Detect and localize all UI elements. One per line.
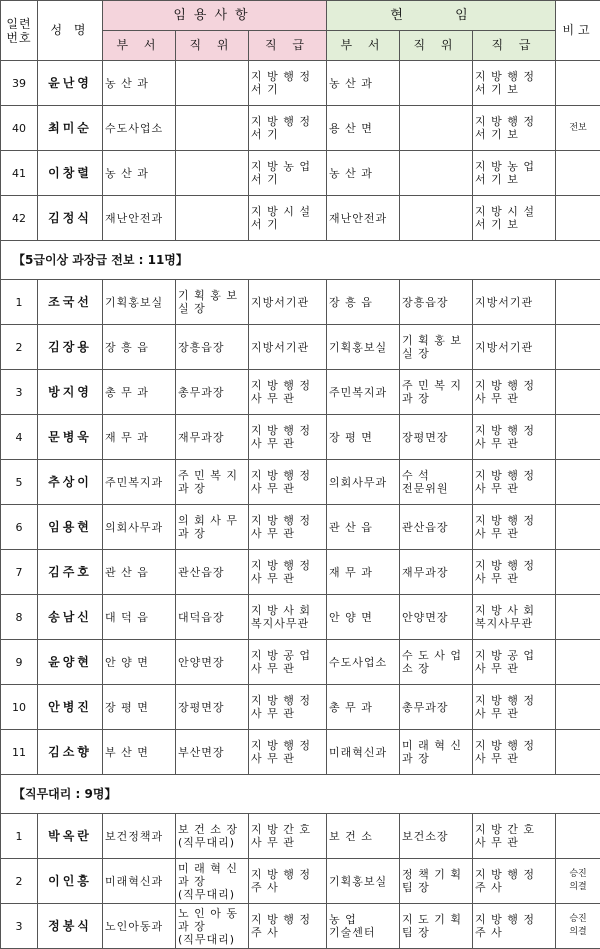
current-grade-cell: 지 방 행 정 사 무 관 xyxy=(473,460,556,505)
current-grade-cell: 지 방 행 정 서 기 보 xyxy=(473,61,556,106)
appoint-position-cell: 주 민 복 지 과 장 xyxy=(176,460,249,505)
serial-no-cell: 2 xyxy=(1,325,38,370)
remark-cell xyxy=(556,370,600,415)
header-c-dept: 부 서 xyxy=(327,31,400,61)
appoint-dept-cell: 보건정책과 xyxy=(103,814,176,859)
name-cell: 조국선 xyxy=(38,280,103,325)
remark-cell: 승진 의결 xyxy=(556,859,600,904)
current-dept-cell: 재 무 과 xyxy=(327,550,400,595)
serial-no-cell: 11 xyxy=(1,730,38,775)
name-cell: 안병진 xyxy=(38,685,103,730)
current-grade-cell: 지 방 행 정 서 기 보 xyxy=(473,106,556,151)
current-position-cell: 수 석 전문위원 xyxy=(400,460,473,505)
remark-cell xyxy=(556,505,600,550)
table-row xyxy=(1,859,600,904)
remark-cell xyxy=(556,415,600,460)
appoint-grade-cell: 지 방 행 정 주 사 xyxy=(249,859,327,904)
appoint-position-cell: 재무과장 xyxy=(176,415,249,460)
current-grade-cell: 지방서기관 xyxy=(473,325,556,370)
header-a-grade: 직 급 xyxy=(249,31,327,61)
name-cell: 송남신 xyxy=(38,595,103,640)
section-title: 【5급이상 과장급 전보 : 11명】 xyxy=(1,241,600,280)
appoint-dept-cell: 대 덕 읍 xyxy=(103,595,176,640)
appoint-dept-cell: 안 양 면 xyxy=(103,640,176,685)
appoint-position-cell: 장평면장 xyxy=(176,685,249,730)
current-position-cell: 장흥읍장 xyxy=(400,280,473,325)
name-cell: 김장용 xyxy=(38,325,103,370)
remark-cell xyxy=(556,640,600,685)
table-row xyxy=(1,151,600,196)
name-cell: 김정식 xyxy=(38,196,103,241)
current-dept-cell: 장 흥 읍 xyxy=(327,280,400,325)
remark-cell xyxy=(556,325,600,370)
table-row xyxy=(1,640,600,685)
current-grade-cell: 지 방 행 정 주 사 xyxy=(473,859,556,904)
appoint-grade-cell: 지 방 행 정 사 무 관 xyxy=(249,415,327,460)
table-row xyxy=(1,370,600,415)
section-title-row xyxy=(1,241,600,280)
appoint-dept-cell: 장 흥 읍 xyxy=(103,325,176,370)
current-position-cell: 미 래 혁 신 과 장 xyxy=(400,730,473,775)
table-row xyxy=(1,814,600,859)
serial-no-cell: 2 xyxy=(1,859,38,904)
table-row xyxy=(1,730,600,775)
current-dept-cell: 재난안전과 xyxy=(327,196,400,241)
serial-no-cell: 5 xyxy=(1,460,38,505)
remark-cell: 전보 xyxy=(556,106,600,151)
appoint-position-cell xyxy=(176,106,249,151)
remark-cell xyxy=(556,814,600,859)
current-position-cell: 관산읍장 xyxy=(400,505,473,550)
current-grade-cell: 지 방 사 회 복지사무관 xyxy=(473,595,556,640)
current-dept-cell: 농 산 과 xyxy=(327,61,400,106)
header-current: 현 임 xyxy=(327,1,556,31)
name-cell: 임용현 xyxy=(38,505,103,550)
current-grade-cell: 지 방 간 호 사 무 관 xyxy=(473,814,556,859)
appoint-dept-cell: 부 산 면 xyxy=(103,730,176,775)
serial-no-cell: 6 xyxy=(1,505,38,550)
remark-cell: 승진 의결 xyxy=(556,904,600,949)
current-dept-cell: 안 양 면 xyxy=(327,595,400,640)
appoint-grade-cell: 지 방 간 호 사 무 관 xyxy=(249,814,327,859)
serial-no-cell: 39 xyxy=(1,61,38,106)
name-cell: 추상이 xyxy=(38,460,103,505)
appoint-grade-cell: 지 방 행 정 주 사 xyxy=(249,904,327,949)
table-row xyxy=(1,595,600,640)
appoint-dept-cell: 농 산 과 xyxy=(103,61,176,106)
current-position-cell xyxy=(400,151,473,196)
current-position-cell xyxy=(400,196,473,241)
name-cell: 이인흥 xyxy=(38,859,103,904)
current-grade-cell: 지 방 행 정 사 무 관 xyxy=(473,685,556,730)
current-position-cell: 주 민 복 지 과 장 xyxy=(400,370,473,415)
current-dept-cell: 용 산 면 xyxy=(327,106,400,151)
appoint-grade-cell: 지 방 행 정 사 무 관 xyxy=(249,505,327,550)
table-row xyxy=(1,61,600,106)
remark-cell xyxy=(556,685,600,730)
name-cell: 박옥란 xyxy=(38,814,103,859)
current-position-cell: 안양면장 xyxy=(400,595,473,640)
current-position-cell: 정 책 기 획 팀 장 xyxy=(400,859,473,904)
current-grade-cell: 지 방 행 정 사 무 관 xyxy=(473,415,556,460)
table-row xyxy=(1,685,600,730)
serial-no-cell: 4 xyxy=(1,415,38,460)
current-position-cell: 재무과장 xyxy=(400,550,473,595)
serial-no-cell: 42 xyxy=(1,196,38,241)
remark-cell xyxy=(556,460,600,505)
appoint-position-cell xyxy=(176,61,249,106)
remark-cell xyxy=(556,61,600,106)
current-dept-cell: 수도사업소 xyxy=(327,640,400,685)
appoint-grade-cell: 지 방 행 정 사 무 관 xyxy=(249,370,327,415)
table-row xyxy=(1,415,600,460)
name-cell: 윤양현 xyxy=(38,640,103,685)
appoint-grade-cell: 지 방 사 회 복지사무관 xyxy=(249,595,327,640)
current-grade-cell: 지 방 행 정 사 무 관 xyxy=(473,550,556,595)
current-grade-cell: 지 방 행 정 사 무 관 xyxy=(473,505,556,550)
header-c-pos: 직 위 xyxy=(400,31,473,61)
serial-no-cell: 41 xyxy=(1,151,38,196)
remark-cell xyxy=(556,151,600,196)
name-cell: 정봉식 xyxy=(38,904,103,949)
current-position-cell: 총무과장 xyxy=(400,685,473,730)
table-row xyxy=(1,550,600,595)
appoint-dept-cell: 총 무 과 xyxy=(103,370,176,415)
appoint-grade-cell: 지방서기관 xyxy=(249,280,327,325)
appoint-dept-cell: 노인아동과 xyxy=(103,904,176,949)
name-cell: 김주호 xyxy=(38,550,103,595)
current-dept-cell: 장 평 면 xyxy=(327,415,400,460)
name-cell: 김소향 xyxy=(38,730,103,775)
appoint-grade-cell: 지 방 공 업 사 무 관 xyxy=(249,640,327,685)
serial-no-cell: 40 xyxy=(1,106,38,151)
header-c-grade: 직 급 xyxy=(473,31,556,61)
current-grade-cell: 지 방 행 정 사 무 관 xyxy=(473,370,556,415)
appoint-position-cell: 관산읍장 xyxy=(176,550,249,595)
serial-no-cell: 1 xyxy=(1,814,38,859)
table-row xyxy=(1,904,600,949)
appoint-position-cell: 부산면장 xyxy=(176,730,249,775)
appoint-position-cell: 보 건 소 장 (직무대리) xyxy=(176,814,249,859)
current-position-cell: 보건소장 xyxy=(400,814,473,859)
appoint-position-cell: 의 회 사 무 과 장 xyxy=(176,505,249,550)
name-cell: 이창렬 xyxy=(38,151,103,196)
current-dept-cell: 미래혁신과 xyxy=(327,730,400,775)
header-remark: 비고 xyxy=(556,1,600,61)
remark-cell xyxy=(556,595,600,640)
serial-no-cell: 7 xyxy=(1,550,38,595)
current-grade-cell: 지 방 행 정 사 무 관 xyxy=(473,730,556,775)
current-position-cell: 장평면장 xyxy=(400,415,473,460)
serial-no-cell: 10 xyxy=(1,685,38,730)
remark-cell xyxy=(556,550,600,595)
name-cell: 윤난영 xyxy=(38,61,103,106)
remark-cell xyxy=(556,730,600,775)
current-dept-cell: 총 무 과 xyxy=(327,685,400,730)
current-dept-cell: 농 업 기술센터 xyxy=(327,904,400,949)
current-grade-cell: 지 방 시 설 서 기 보 xyxy=(473,196,556,241)
appoint-position-cell xyxy=(176,196,249,241)
serial-no-cell: 8 xyxy=(1,595,38,640)
appoint-position-cell: 장흥읍장 xyxy=(176,325,249,370)
current-grade-cell: 지 방 공 업 사 무 관 xyxy=(473,640,556,685)
header-a-pos: 직 위 xyxy=(176,31,249,61)
header-serial-no: 일련 번호 xyxy=(1,1,38,61)
current-position-cell xyxy=(400,106,473,151)
appoint-dept-cell: 주민복지과 xyxy=(103,460,176,505)
appoint-grade-cell: 지 방 행 정 서 기 xyxy=(249,106,327,151)
current-position-cell: 기 획 홍 보 실 장 xyxy=(400,325,473,370)
appoint-grade-cell: 지 방 시 설 서 기 xyxy=(249,196,327,241)
appoint-position-cell: 총무과장 xyxy=(176,370,249,415)
current-grade-cell: 지 방 농 업 서 기 보 xyxy=(473,151,556,196)
current-grade-cell: 지방서기관 xyxy=(473,280,556,325)
appoint-position-cell: 미 래 혁 신 과 장 (직무대리) xyxy=(176,859,249,904)
serial-no-cell: 3 xyxy=(1,904,38,949)
serial-no-cell: 3 xyxy=(1,370,38,415)
current-dept-cell: 주민복지과 xyxy=(327,370,400,415)
serial-no-cell: 1 xyxy=(1,280,38,325)
current-dept-cell: 농 산 과 xyxy=(327,151,400,196)
table-row xyxy=(1,505,600,550)
appoint-grade-cell: 지방서기관 xyxy=(249,325,327,370)
section-title-row xyxy=(1,775,600,814)
current-position-cell xyxy=(400,61,473,106)
table-row xyxy=(1,106,600,151)
table-row xyxy=(1,280,600,325)
current-grade-cell: 지 방 행 정 주 사 xyxy=(473,904,556,949)
name-cell: 문병욱 xyxy=(38,415,103,460)
current-position-cell: 지 도 기 획 팀 장 xyxy=(400,904,473,949)
appoint-dept-cell: 수도사업소 xyxy=(103,106,176,151)
appoint-position-cell: 안양면장 xyxy=(176,640,249,685)
appoint-dept-cell: 의회사무과 xyxy=(103,505,176,550)
appoint-grade-cell: 지 방 행 정 사 무 관 xyxy=(249,460,327,505)
current-dept-cell: 관 산 읍 xyxy=(327,505,400,550)
appoint-dept-cell: 관 산 읍 xyxy=(103,550,176,595)
current-dept-cell: 의회사무과 xyxy=(327,460,400,505)
appoint-position-cell: 대덕읍장 xyxy=(176,595,249,640)
current-dept-cell: 보 건 소 xyxy=(327,814,400,859)
appoint-dept-cell: 재 무 과 xyxy=(103,415,176,460)
remark-cell xyxy=(556,280,600,325)
serial-no-cell: 9 xyxy=(1,640,38,685)
appoint-position-cell: 노 인 아 동 과 장 (직무대리) xyxy=(176,904,249,949)
name-cell: 최미순 xyxy=(38,106,103,151)
appoint-grade-cell: 지 방 행 정 사 무 관 xyxy=(249,550,327,595)
table-row xyxy=(1,196,600,241)
appoint-grade-cell: 지 방 농 업 서 기 xyxy=(249,151,327,196)
appoint-dept-cell: 장 평 면 xyxy=(103,685,176,730)
current-dept-cell: 기획홍보실 xyxy=(327,325,400,370)
appoint-position-cell xyxy=(176,151,249,196)
appoint-position-cell: 기 획 홍 보 실 장 xyxy=(176,280,249,325)
appoint-dept-cell: 재난안전과 xyxy=(103,196,176,241)
header-a-dept: 부 서 xyxy=(103,31,176,61)
appoint-grade-cell: 지 방 행 정 사 무 관 xyxy=(249,730,327,775)
section-title: 【직무대리 : 9명】 xyxy=(1,775,600,814)
appoint-grade-cell: 지 방 행 정 사 무 관 xyxy=(249,685,327,730)
current-dept-cell: 기획홍보실 xyxy=(327,859,400,904)
name-cell: 방지영 xyxy=(38,370,103,415)
appoint-grade-cell: 지 방 행 정 서 기 xyxy=(249,61,327,106)
appoint-dept-cell: 미래혁신과 xyxy=(103,859,176,904)
table-row xyxy=(1,325,600,370)
header-name: 성 명 xyxy=(38,1,103,61)
appoint-dept-cell: 기획홍보실 xyxy=(103,280,176,325)
table-row xyxy=(1,460,600,505)
current-position-cell: 수 도 사 업 소 장 xyxy=(400,640,473,685)
appoint-dept-cell: 농 산 과 xyxy=(103,151,176,196)
remark-cell xyxy=(556,196,600,241)
header-appointment: 임용사항 xyxy=(103,1,327,31)
